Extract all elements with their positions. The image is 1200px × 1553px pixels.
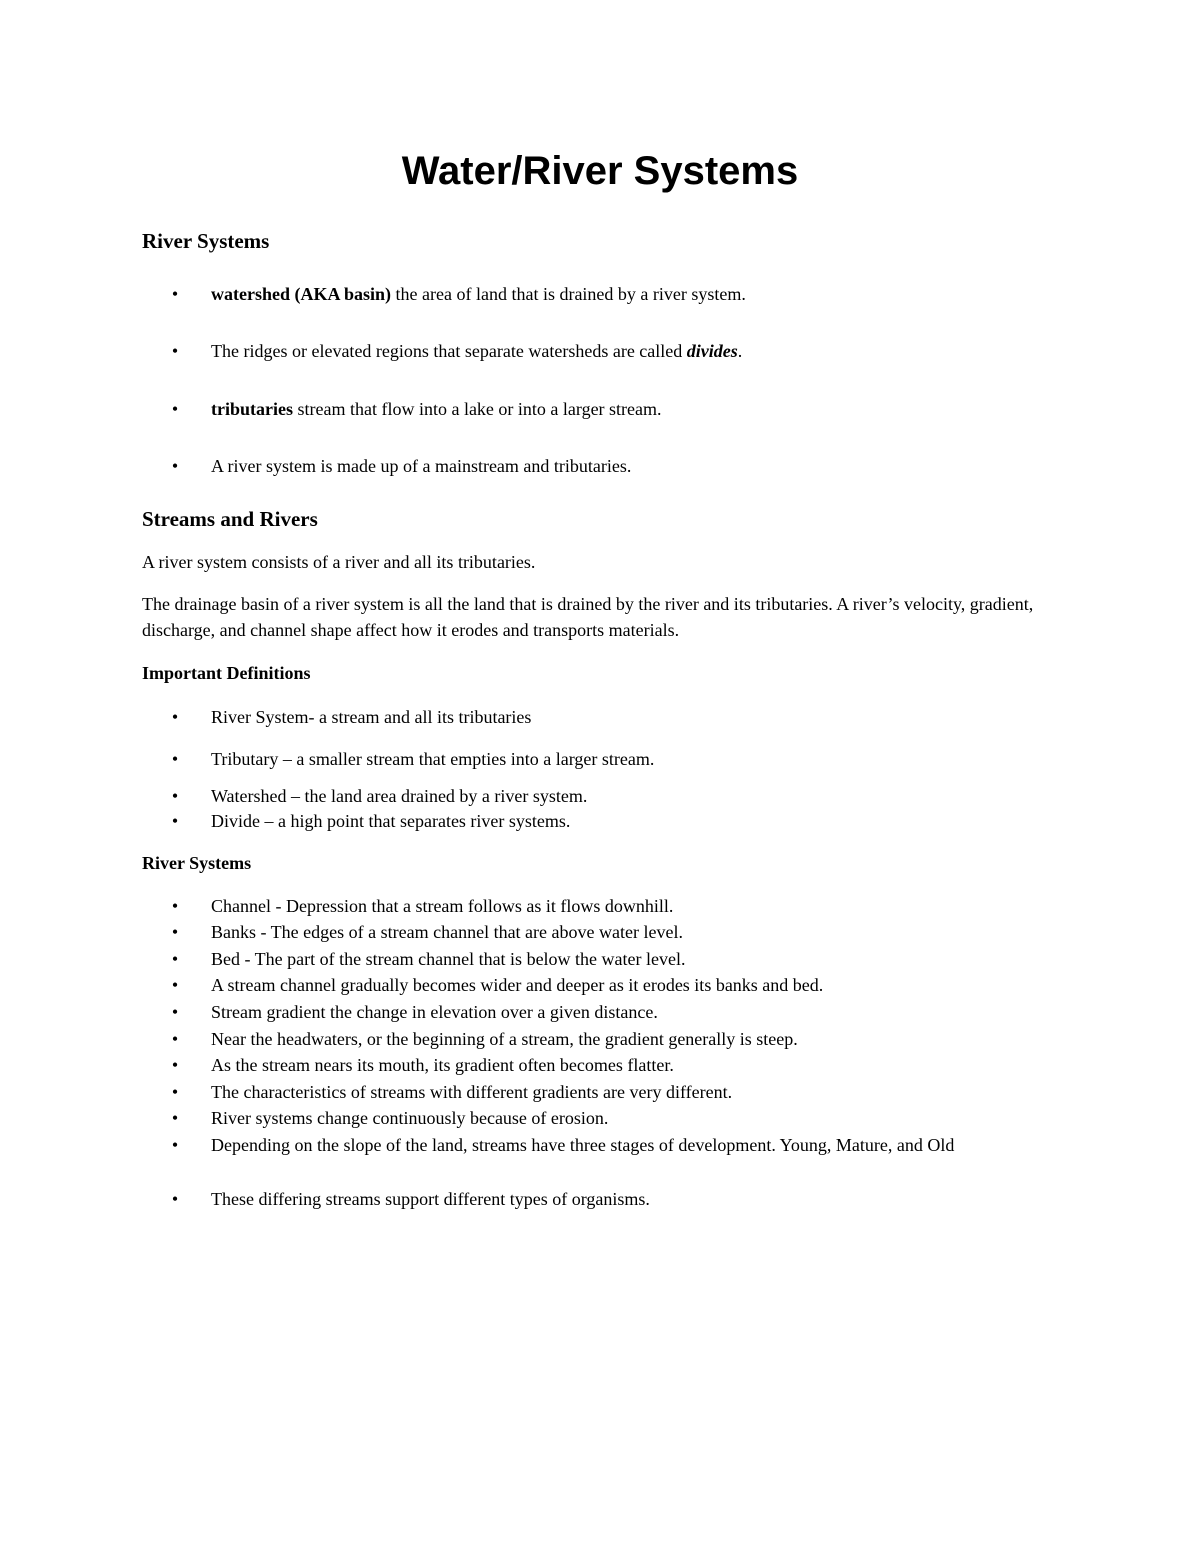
section-heading-river-systems-2: River Systems	[142, 853, 252, 873]
bullet-icon: •	[171, 707, 179, 727]
section-heading-important-definitions: Important Definitions	[142, 663, 311, 683]
definition-text: stream that flow into a lake or into a larger stream.	[292, 399, 662, 419]
term: watershed (AKA basin)	[211, 284, 392, 304]
bullet-icon: •	[171, 456, 179, 476]
paragraph: The drainage basin of a river system is all the land that is drained by the river and its tributaries. A river’s velocity, gradient, discharge, and channel shape affect how it erodes and transports materials.	[142, 594, 1034, 640]
bullet-icon: •	[171, 1135, 179, 1155]
bullet-icon: •	[171, 975, 179, 995]
definition-text: Depending on the slope of the land, streams have three stages of development. Young, Mature, and Old	[211, 1135, 955, 1155]
bullet-icon: •	[171, 1029, 179, 1049]
bullet-icon: •	[171, 811, 179, 831]
bullet-icon: •	[171, 399, 179, 419]
bullet-icon: •	[171, 896, 179, 916]
bullet-icon: •	[171, 1002, 179, 1022]
definition-text: River System- a stream and all its tributaries	[211, 707, 532, 727]
bullet-icon: •	[171, 341, 179, 361]
definition-text: The characteristics of streams with different gradients are very different.	[211, 1082, 733, 1102]
punctuation: .	[737, 341, 743, 361]
definition-text: Banks - The edges of a stream channel that are above water level.	[211, 922, 683, 942]
definition-text: Watershed – the land area drained by a river system.	[211, 786, 588, 806]
definition-text: These differing streams support different types of organisms.	[211, 1189, 650, 1209]
bullet-icon: •	[171, 749, 179, 769]
definition-text: Tributary – a smaller stream that empties into a larger stream.	[211, 749, 655, 769]
definition-text: The ridges or elevated regions that separate watersheds are called	[211, 341, 687, 361]
section-heading-river-systems: River Systems	[142, 229, 270, 253]
bullet-icon: •	[171, 1055, 179, 1075]
page-title: Water/River Systems	[401, 149, 799, 193]
bullet-icon: •	[171, 949, 179, 969]
definition-text: Bed - The part of the stream channel that is below the water level.	[211, 949, 686, 969]
bullet-icon: •	[171, 922, 179, 942]
paragraph: A river system consists of a river and all its tributaries.	[142, 552, 536, 572]
definition-text: A stream channel gradually becomes wider and deeper as it erodes its banks and bed.	[211, 975, 824, 995]
definition-text: Divide – a high point that separates river systems.	[211, 811, 571, 831]
definition-text: A river system is made up of a mainstream and tributaries.	[211, 456, 632, 476]
bullet-icon: •	[171, 1108, 179, 1128]
bullet-icon: •	[171, 786, 179, 806]
section-heading-streams-and-rivers: Streams and Rivers	[142, 507, 318, 531]
emphasis-term: divides	[686, 341, 738, 361]
definition-text: the area of land that is drained by a river system.	[391, 284, 746, 304]
definition-text: As the stream nears its mouth, its gradient often becomes flatter.	[211, 1055, 674, 1075]
bullet-icon: •	[171, 284, 179, 304]
bullet-icon: •	[171, 1082, 179, 1102]
bullet-icon: •	[171, 1189, 179, 1209]
definition-text: Stream gradient the change in elevation over a given distance.	[211, 1002, 658, 1022]
definition-text: Near the headwaters, or the beginning of a stream, the gradient generally is steep.	[211, 1029, 798, 1049]
term: tributaries	[211, 399, 293, 419]
definition-text: River systems change continuously because of erosion.	[211, 1108, 609, 1128]
definition-text: Channel - Depression that a stream follows as it flows downhill.	[211, 896, 674, 916]
